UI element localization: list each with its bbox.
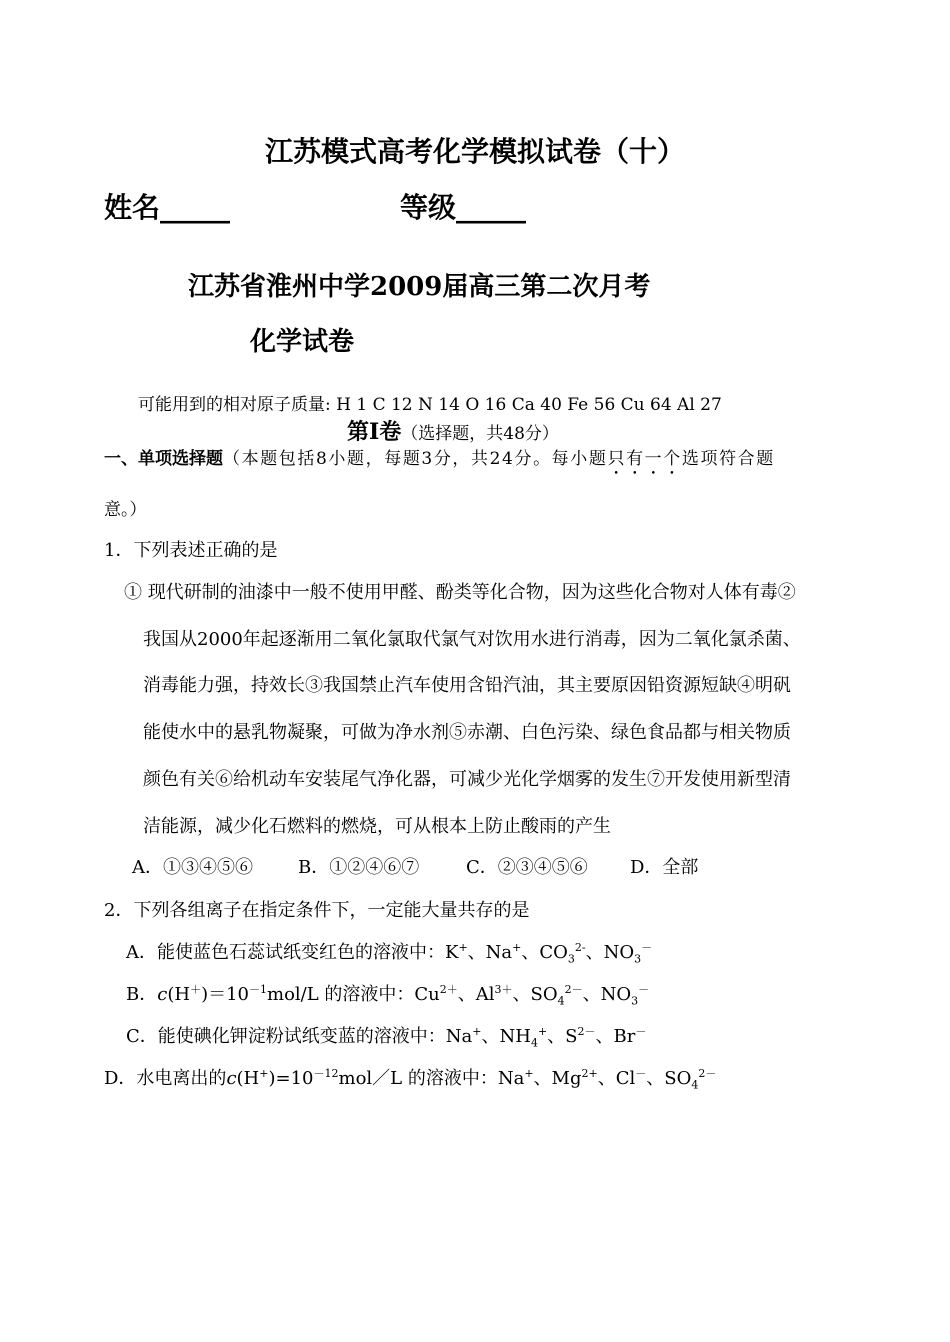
question-1-line: ① 现代研制的油漆中一般不使用甲醛、酚类等化合物，因为这些化合物对人体有毒② [124, 582, 796, 603]
question-1-option-b[interactable]: B．①②④⑥⑦ [298, 857, 420, 878]
question-1-line: 能使水中的悬乳物凝聚，可做为净水剂⑤赤潮、白色污染、绿色食品都与相关物质 [143, 722, 791, 743]
page-title: 江苏模式高考化学模拟试卷（十） [264, 135, 685, 168]
question-2-option-b[interactable]: B．$c(H^+)=10^{-1}mol/L$ 的溶液中：$Cu^{2+}$、$Al^{3+}$、$SO_4^{2-}$、$NO_3^-$ [126, 983, 650, 1008]
question-1-option-c[interactable]: C．②③④⑤⑥ [466, 857, 588, 878]
emphasis-text: 只有一个 [607, 449, 682, 469]
question-1-line: 我国从2000年起逐渐用二氧化氯取代氯气对饮用水进行消毒，因为二氧化氯杀菌、 [143, 629, 801, 650]
exam-school-title: 江苏省淮州中学2009届高三第二次月考 [188, 272, 651, 302]
question-1-option-d[interactable]: D．全部 [630, 857, 699, 878]
section-heading [104, 444, 775, 479]
name-field-label: 姓名_____ [104, 191, 231, 224]
part-title: 第Ⅰ卷 [347, 419, 402, 445]
question-2-option-d[interactable]: D．水电离出的$c(H^+)=10^{-12}mol/L$ 的溶液中：Na+、$Mg^{2+}$、Cl－、$SO_4^{2-}$ [104, 1067, 717, 1092]
question-1-line: 颜色有关⑥给机动车安装尾气净化器，可减少光化学烟雾的发生⑦开发使用新型清 [143, 769, 791, 790]
part-heading [347, 415, 559, 446]
question-2-option-a[interactable]: A．能使蓝色石蕊试纸变红色的溶液中：K+、Na+、$CO_3^{2-}$、$NO_3^-$ [126, 941, 653, 966]
question-1-option-a[interactable]: A．①③④⑤⑥ [132, 857, 253, 878]
question-1-line: 洁能源，减少化石燃料的燃烧，可从根本上防止酸雨的产生 [143, 816, 611, 837]
section-intro: （本题包括8小题，每题3分，共24分。每小题只有一个选项符合题 [223, 449, 775, 469]
exam-subject: 化学试卷 [250, 327, 355, 357]
question-2-option-c[interactable]: C．能使碘化钾淀粉试纸变蓝的溶液中：Na+、$NH_4^+$、$S^{2-}$、Br－ [126, 1025, 647, 1050]
part-note: （选择题，共48分） [401, 424, 559, 444]
question-2-stem: 2．下列各组离子在指定条件下，一定能大量共存的是 [104, 900, 530, 921]
grade-field-label: 等级_____ [400, 191, 527, 224]
atomic-masses: 可能用到的相对原子质量: H 1 C 12 N 14 O 16 Ca 40 Fe 56 Cu 64 Al 27 [138, 395, 722, 415]
question-1-stem: 1．下列表述正确的是 [104, 540, 278, 561]
section-title: 一、单项选择题 [104, 449, 223, 469]
question-1-line: 消毒能力强，持效长③我国禁止汽车使用含铅汽油，其主要原因铅资源短缺④明矾 [143, 675, 791, 696]
section-intro-end: 意。） [104, 500, 147, 520]
